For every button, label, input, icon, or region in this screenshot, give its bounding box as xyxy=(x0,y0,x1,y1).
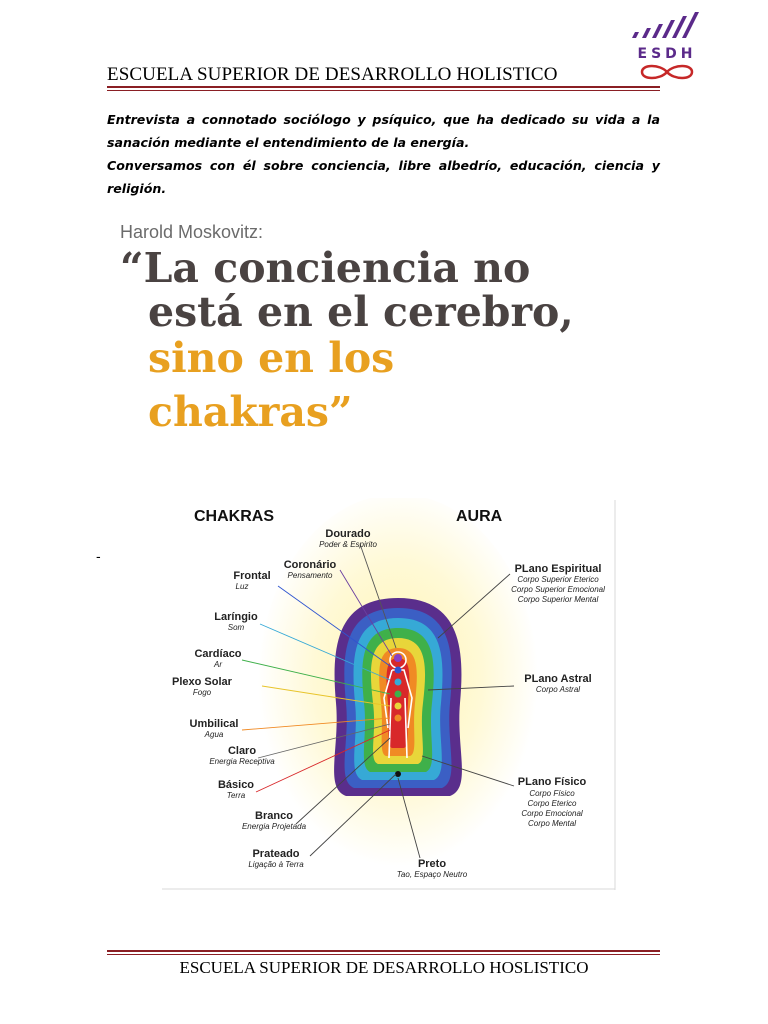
stray-dash: - xyxy=(96,548,101,564)
headline-byline: Harold Moskovitz: xyxy=(120,222,264,242)
plane-label-line: Corpo Superior Emocional xyxy=(511,585,605,594)
infinity-icon xyxy=(642,66,692,78)
header-title: ESCUELA SUPERIOR DE DESARROLLO HOLISTICO xyxy=(107,64,558,85)
chakra-label-sub: Fogo xyxy=(192,688,212,697)
chakra-label-sub: Ligação à Terra xyxy=(248,860,304,869)
plane-label-line: Corpo Superior Eterico xyxy=(517,575,599,584)
chakra-label-sub: Luz xyxy=(235,582,249,591)
chakra-label-sub: Agua xyxy=(204,730,224,739)
chakra-label-sub: Terra xyxy=(226,791,246,800)
header-rule-thin xyxy=(107,90,660,91)
logo-bars-icon xyxy=(632,12,699,38)
chakras-aura-diagram xyxy=(160,498,618,892)
esdh-logo xyxy=(620,8,715,88)
diagram-heading-aura: AURA xyxy=(456,508,503,525)
chakra-label-title: Laríngio xyxy=(214,611,258,623)
chakra-label-title: Coronário xyxy=(283,559,337,571)
header-rule xyxy=(107,86,660,88)
aura-figure xyxy=(258,498,538,874)
headline-line-3: sino en los xyxy=(148,334,395,382)
plane-label-line: Corpo Astral xyxy=(535,685,581,694)
chakra-label-sub: Energia Projetada xyxy=(241,822,307,831)
chakra-label-title: Cardíaco xyxy=(194,648,242,660)
chakra-label-sub: Pensamento xyxy=(287,571,333,580)
intro-paragraph-1: Entrevista a connotado sociólogo y psíquico, que ha dedicado su vida a la sanación mediante el entendimiento de la energía. xyxy=(107,112,660,150)
chakra-label-sub: Tao, Espaço Neutro xyxy=(396,870,468,879)
plane-label-line: Corpo Superior Mental xyxy=(517,595,599,604)
chakra-label-sub: Poder & Espirito xyxy=(319,540,377,549)
logo-text: ESDH xyxy=(637,46,697,62)
plane-label-line: Corpo Mental xyxy=(527,819,577,828)
footer-rule-thin xyxy=(107,954,660,955)
chakra-label-sub: Energia Receptiva xyxy=(209,757,275,766)
plane-label-title: PLano Astral xyxy=(524,673,592,685)
chakra-label-sub: Ar xyxy=(214,660,222,669)
plane-label-line: Corpo Físico xyxy=(529,789,575,798)
plane-label-title: PLano Físico xyxy=(517,776,587,788)
headline-graphic xyxy=(120,220,590,440)
chakra-label-title: Claro xyxy=(227,745,257,757)
plane-label-line: Corpo Eterico xyxy=(527,799,577,808)
footer-title: ESCUELA SUPERIOR DE DESARROLLO HOSLISTICO xyxy=(179,958,589,977)
plane-label-line: Corpo Emocional xyxy=(521,809,583,818)
footer-rule xyxy=(107,950,660,952)
headline-line-4: chakras” xyxy=(148,388,353,436)
headline-line-1: “La conciencia no xyxy=(120,244,531,292)
intro-paragraph-2: Conversamos con él sobre conciencia, libre albedrío, educación, ciencia y religión. xyxy=(107,158,660,196)
chakra-label-title: Prateado xyxy=(252,848,300,860)
chakra-label-title: Plexo Solar xyxy=(172,676,232,688)
chakra-label-title: Dourado xyxy=(325,528,371,540)
chakra-label-title: Preto xyxy=(417,858,447,870)
chakra-label-title: Básico xyxy=(217,779,255,791)
headline-line-2: está en el cerebro, xyxy=(148,288,574,336)
chakra-label-title: Frontal xyxy=(233,570,271,582)
chakra-label-title: Umbilical xyxy=(189,718,239,730)
diagram-heading-chakras: CHAKRAS xyxy=(194,508,274,525)
chakra-label-title: Branco xyxy=(255,810,293,822)
intro-text xyxy=(107,108,660,200)
chakra-label-sub: Som xyxy=(227,623,245,632)
plane-label-title: PLano Espiritual xyxy=(514,563,602,575)
